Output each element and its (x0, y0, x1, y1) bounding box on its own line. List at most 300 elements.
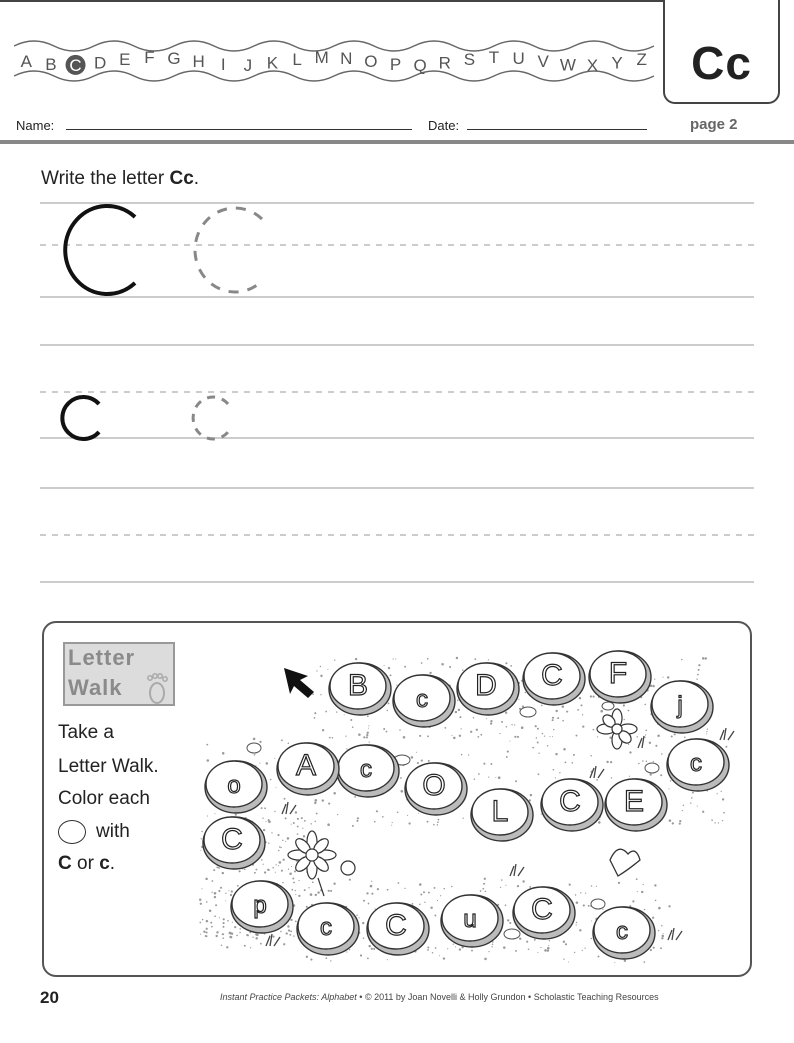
path-speckle (443, 888, 445, 890)
path-speckle (218, 867, 220, 869)
path-speckle (298, 880, 299, 881)
path-speckle (255, 869, 257, 871)
path-speckle (517, 736, 519, 738)
path-speckle (239, 928, 241, 930)
path-speckle (495, 777, 496, 778)
daisy-icon (288, 831, 355, 896)
path-speckle (363, 937, 365, 939)
path-speckle (510, 665, 512, 667)
date-line[interactable] (467, 129, 647, 130)
path-speckle (667, 676, 669, 678)
path-speckle (328, 890, 330, 892)
path-speckle (661, 925, 663, 927)
path-speckle (563, 748, 566, 751)
path-speckle (206, 931, 208, 933)
path-speckle (541, 814, 542, 815)
stepping-stone[interactable] (441, 895, 503, 947)
path-speckle (302, 828, 303, 829)
path-speckle (705, 657, 707, 659)
path-speckle (325, 957, 327, 959)
stepping-stone[interactable] (367, 903, 429, 955)
path-speckle (403, 736, 406, 739)
path-speckle (562, 720, 564, 722)
path-speckle (397, 882, 399, 884)
stone-letter: C (385, 909, 407, 942)
stone-letter: j (677, 692, 683, 719)
path-speckle (203, 931, 205, 933)
path-speckle (517, 885, 519, 887)
stepping-stone[interactable] (667, 739, 729, 791)
path-speckle (696, 678, 697, 679)
path-speckle (293, 935, 294, 936)
path-speckle (644, 909, 645, 910)
path-speckle (672, 822, 674, 824)
path-speckle (501, 721, 503, 723)
stone-letter: u (463, 906, 477, 933)
path-speckle (547, 949, 549, 951)
path-speckle (559, 772, 560, 773)
path-speckle (388, 702, 390, 704)
path-speckle (553, 729, 554, 730)
path-speckle (363, 736, 365, 738)
path-speckle (312, 881, 314, 883)
path-speckle (547, 745, 549, 747)
path-speckle (455, 946, 456, 947)
path-speckle (220, 887, 222, 889)
path-speckle (269, 935, 270, 936)
path-speckle (214, 813, 215, 814)
path-speckle (346, 748, 347, 749)
path-speckle (261, 807, 263, 809)
path-speckle (484, 958, 487, 961)
path-speckle (430, 906, 432, 908)
path-speckle (382, 816, 384, 818)
path-speckle (660, 774, 662, 776)
path-speckle (371, 948, 373, 950)
path-speckle (642, 760, 644, 762)
instruction-letter: Cc (169, 168, 194, 189)
path-speckle (574, 952, 575, 953)
path-speckle (537, 728, 539, 730)
path-speckle (643, 961, 645, 963)
path-speckle (255, 765, 256, 766)
path-speckle (725, 746, 727, 748)
path-speckle (377, 888, 379, 890)
path-speckle (486, 718, 487, 719)
path-speckle (670, 780, 671, 781)
path-speckle (638, 763, 640, 765)
path-speckle (576, 901, 579, 904)
path-speckle (463, 818, 464, 819)
path-speckle (439, 955, 440, 956)
path-speckle (597, 736, 598, 737)
stepping-stone[interactable] (277, 743, 339, 795)
path-speckle (350, 719, 352, 721)
path-speckle (314, 821, 315, 822)
path-speckle (515, 950, 517, 952)
alphabet-letter: P (389, 55, 402, 75)
path-speckle (470, 731, 472, 733)
path-speckle (599, 819, 600, 820)
path-speckle (383, 728, 385, 730)
path-speckle (532, 747, 534, 749)
letter-walk-title-line1: Letter (68, 645, 136, 670)
stone-letter: c (616, 918, 628, 945)
path-speckle (391, 825, 392, 826)
path-speckle (679, 823, 681, 825)
path-speckle (506, 726, 508, 728)
path-speckle (438, 819, 440, 821)
path-speckle (573, 754, 575, 756)
path-speckle (306, 956, 308, 958)
stone-letter: C (559, 785, 581, 818)
path-speckle (259, 763, 260, 764)
path-speckle (563, 959, 564, 960)
path-speckle (212, 880, 214, 882)
path-speckle (315, 799, 318, 802)
path-speckle (552, 719, 554, 721)
path-speckle (216, 931, 218, 933)
path-speckle (641, 891, 643, 893)
path-speckle (702, 811, 704, 813)
path-speckle (294, 870, 296, 872)
stone-letter: c (360, 756, 372, 783)
alphabet-letter: I (220, 55, 226, 75)
path-speckle (312, 693, 314, 695)
path-speckle (371, 881, 372, 882)
path-speckle (585, 893, 586, 894)
path-speckle (530, 794, 532, 796)
path-speckle (582, 725, 584, 727)
path-speckle (226, 946, 228, 948)
path-speckle (352, 825, 354, 827)
path-speckle (437, 900, 438, 901)
path-speckle (333, 883, 335, 885)
path-speckle (228, 890, 229, 891)
path-speckle (645, 734, 646, 735)
stepping-stone[interactable] (605, 779, 667, 831)
path-speckle (553, 769, 555, 771)
path-speckle (582, 714, 583, 715)
path-speckle (598, 821, 601, 824)
path-speckle (280, 931, 282, 933)
path-speckle (646, 760, 648, 762)
path-speckle (444, 727, 446, 729)
path-speckle (368, 728, 369, 729)
path-speckle (565, 762, 567, 764)
path-speckle (637, 891, 638, 892)
path-speckle (609, 737, 611, 739)
path-speckle (262, 818, 263, 819)
path-speckle (563, 941, 565, 943)
path-speckle (356, 820, 358, 822)
path-speckle (230, 894, 232, 896)
stepping-stone[interactable] (297, 903, 359, 955)
path-speckle (254, 872, 256, 874)
path-speckle (456, 657, 458, 659)
path-speckle (200, 903, 202, 905)
stepping-stone[interactable] (541, 779, 603, 831)
path-speckle (291, 889, 293, 891)
path-speckle (480, 734, 482, 736)
path-speckle (549, 940, 550, 941)
path-speckle (303, 835, 305, 837)
path-speckle (566, 711, 568, 713)
path-speckle (260, 943, 262, 945)
path-speckle (223, 918, 225, 920)
path-speckle (214, 896, 216, 898)
alphabet-letter: C (69, 55, 82, 75)
alphabet-letter: V (537, 52, 549, 72)
alphabet-letter: W (559, 55, 576, 75)
path-speckle (434, 915, 436, 917)
path-speckle (292, 877, 294, 879)
path-speckle (276, 787, 277, 788)
instruction-line-4: with (58, 820, 130, 844)
path-speckle (358, 917, 359, 918)
name-line[interactable] (66, 129, 412, 130)
path-speckle (282, 882, 283, 883)
path-speckle (262, 864, 263, 865)
path-speckle (480, 890, 482, 892)
instruction-line-5: C or c. (58, 853, 116, 874)
path-speckle (628, 744, 629, 745)
stone-letter: o (227, 772, 241, 799)
path-speckle (652, 917, 654, 919)
path-speckle (285, 817, 287, 819)
path-speckle (205, 935, 207, 937)
stepping-stone[interactable] (205, 761, 267, 813)
path-speckle (490, 723, 492, 725)
path-speckle (231, 890, 233, 892)
path-speckle (555, 753, 557, 755)
path-speckle (711, 819, 713, 821)
path-speckle (471, 950, 473, 952)
path-speckle (349, 949, 350, 950)
butterfly-icon (610, 849, 640, 876)
path-speckle (314, 712, 316, 714)
path-speckle (225, 900, 226, 901)
path-speckle (281, 739, 283, 741)
stone-letter: O (422, 769, 446, 802)
path-speckle (239, 870, 241, 872)
stepping-stone[interactable] (405, 763, 467, 815)
path-speckle (376, 810, 378, 812)
path-speckle (297, 826, 299, 828)
path-speckle (476, 729, 478, 731)
path-speckle (419, 904, 420, 905)
copyright: © 2011 by Joan Novelli & Holly Grundon (364, 992, 526, 1002)
path-speckle (355, 658, 357, 660)
path-speckle (314, 802, 316, 804)
path-speckle (200, 850, 201, 851)
path-speckle (538, 773, 540, 775)
stepping-stone[interactable] (457, 663, 519, 715)
path-speckle (462, 669, 464, 671)
path-speckle (514, 736, 516, 738)
path-speckle (544, 735, 545, 736)
path-speckle (593, 696, 595, 698)
path-speckle (505, 712, 507, 714)
path-speckle (683, 805, 684, 806)
path-speckle (329, 737, 331, 739)
path-speckle (658, 907, 661, 910)
stepping-stone[interactable] (513, 887, 575, 939)
path-speckle (239, 932, 240, 933)
path-speckle (461, 754, 463, 756)
path-speckle (668, 788, 669, 789)
path-speckle (320, 694, 321, 695)
path-speckle (213, 869, 215, 871)
path-speckle (503, 946, 506, 949)
path-speckle (360, 954, 362, 956)
lowercase-c-trace (193, 397, 228, 439)
path-speckle (290, 919, 292, 921)
alphabet-letter: X (586, 55, 599, 75)
path-speckle (322, 729, 324, 731)
stepping-stone[interactable] (337, 745, 399, 797)
path-speckle (223, 926, 225, 928)
path-speckle (569, 883, 571, 885)
path-speckle (216, 866, 218, 868)
path-speckle (428, 760, 430, 762)
path-speckle (363, 900, 365, 902)
path-speckle (334, 660, 335, 661)
path-speckle (352, 726, 354, 728)
path-speckle (274, 811, 275, 812)
path-speckle (366, 734, 368, 736)
path-speckle (201, 831, 203, 833)
top-border (0, 0, 664, 2)
path-speckle (590, 755, 592, 757)
path-speckle (576, 735, 578, 737)
path-speckle (453, 944, 454, 945)
path-speckle (721, 791, 722, 792)
alphabet-letter: A (20, 52, 32, 71)
path-speckle (441, 663, 444, 666)
stepping-stone[interactable] (231, 881, 293, 933)
path-speckle (538, 753, 539, 754)
path-speckle (536, 737, 537, 738)
stepping-stone[interactable] (471, 789, 533, 841)
stepping-stone[interactable] (651, 681, 713, 733)
stepping-stone[interactable] (393, 675, 455, 727)
path-speckle (661, 937, 663, 939)
path-speckle (529, 886, 531, 888)
path-speckle (330, 890, 332, 892)
path-speckle (575, 894, 576, 895)
alphabet-letter: L (292, 50, 302, 70)
path-speckle (264, 807, 266, 809)
path-speckle (491, 946, 492, 947)
path-speckle (375, 908, 376, 909)
path-speckle (507, 919, 509, 921)
stepping-stone[interactable] (329, 663, 391, 715)
path-speckle (310, 959, 312, 961)
path-speckle (555, 777, 556, 778)
path-speckle (279, 846, 281, 848)
path-speckle (387, 710, 389, 712)
path-speckle (511, 724, 512, 725)
stone-letter: D (475, 669, 497, 702)
path-speckle (644, 737, 645, 738)
path-speckle (525, 692, 526, 693)
path-speckle (434, 887, 436, 889)
path-speckle (280, 847, 281, 848)
stone-letter: E (623, 785, 645, 818)
path-speckle (222, 933, 224, 935)
instruction-line-3: Color each (58, 788, 150, 809)
path-speckle (722, 798, 724, 800)
path-speckle (210, 922, 212, 924)
path-speckle (368, 945, 370, 947)
stepping-stone[interactable] (523, 653, 585, 705)
path-speckle (600, 710, 603, 713)
path-speckle (515, 780, 517, 782)
path-speckle (200, 934, 201, 935)
path-speckle (282, 840, 283, 841)
stepping-stone[interactable] (203, 817, 265, 869)
path-speckle (628, 710, 630, 712)
path-speckle (392, 822, 393, 823)
path-speckle (697, 674, 699, 676)
path-speckle (256, 933, 259, 936)
path-speckle (304, 889, 306, 891)
path-speckle (373, 948, 375, 950)
lowercase-c-model (62, 397, 99, 439)
alphabet-letter: O (364, 52, 378, 72)
stepping-stone[interactable] (589, 651, 651, 703)
path-speckle (206, 928, 208, 930)
path-speckle (437, 824, 439, 826)
stone-letter: c (416, 686, 428, 713)
path-speckle (548, 945, 549, 946)
path-speckle (653, 761, 654, 762)
path-speckle (449, 666, 451, 668)
path-speckle (278, 850, 280, 852)
path-speckle (518, 699, 519, 700)
path-speckle (562, 705, 565, 708)
alphabet-letter: N (340, 48, 353, 68)
path-speckle (304, 820, 306, 822)
path-speckle (368, 903, 370, 905)
stone-letter: F (608, 657, 628, 690)
path-speckle (358, 733, 361, 736)
path-speckle (674, 733, 676, 735)
path-speckle (333, 792, 336, 795)
path-speckle (283, 859, 285, 861)
path-speckle (428, 892, 430, 894)
path-speckle (590, 938, 592, 940)
path-speckle (230, 936, 232, 938)
path-speckle (522, 880, 524, 882)
path-speckle (692, 792, 694, 794)
path-speckle (290, 930, 292, 932)
stepping-stone[interactable] (593, 907, 655, 959)
handwriting-practice-area[interactable] (0, 195, 794, 595)
path-speckle (345, 736, 346, 737)
header-rule (0, 140, 794, 144)
path-speckle (577, 709, 579, 711)
path-speckle (453, 737, 456, 740)
path-speckle (277, 834, 279, 836)
path-speckle (306, 906, 308, 908)
path-speckle (427, 949, 429, 951)
path-speckle (459, 716, 461, 718)
path-speckle (714, 822, 715, 823)
path-speckle (544, 949, 547, 952)
path-speckle (215, 935, 217, 937)
